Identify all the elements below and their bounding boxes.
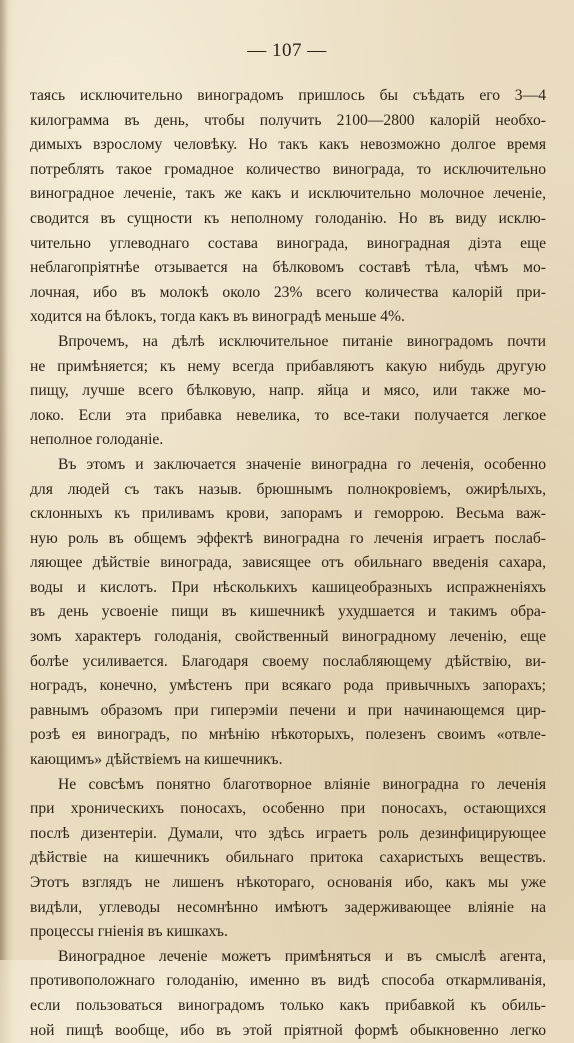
text-line: неполное голоданіе. (30, 431, 164, 449)
text-line: ходится на бѣлокъ, тогда какъ въ виноградѣ меньше 4%. (30, 308, 405, 326)
text-line: лочная, ибо въ молокѣ около 23% всего количества калорій при- (30, 283, 546, 301)
text-line: процессы гніенія въ кишкахъ. (30, 923, 228, 941)
text-line: дѣйствіе на кишечникъ обильнаго притока сахаристыхъ веществъ. (30, 849, 546, 867)
text-line: Этотъ взглядъ не лишенъ нѣкотораго, основанія ибо, какъ мы уже (30, 874, 546, 891)
text-line: ной пищѣ вообще, ибо въ этой пріятной формѣ обыкновенно легко (30, 1021, 546, 1039)
text-line: равнымъ образомъ при гиперэміи печени и при начинающемся цир- (30, 701, 546, 719)
text-line: ноградъ, конечно, умѣстенъ при всякаго рода привычныхъ запорахъ; (30, 677, 546, 695)
text-line: пищу, лучше всего бѣлковую, напр. яйца и мясо, или также мо- (30, 382, 546, 400)
page-edge-shadow (0, 0, 8, 960)
text-line: для людей съ такъ назыв. брюшнымъ полнокровіемъ, ожирѣлыхъ, (30, 480, 546, 498)
text-line: неблагопріятнѣе отзывается на бѣлковомъ составѣ тѣла, чѣмъ мо- (30, 259, 546, 277)
text-line: розѣ ея виноградъ, по мнѣнію нѣкоторыхъ, полезенъ своимъ «отвле- (30, 726, 546, 744)
text-line: Виноградное леченіе можетъ примѣняться и въ смыслѣ агента, (58, 947, 546, 965)
text-line: чительно углеводнаго состава винограда, виноградная діэта еще (30, 234, 546, 252)
paragraph-3 (30, 453, 546, 773)
text-line: противоположнаго голоданію, именно въ видѣ способа откармливанія, (30, 972, 546, 990)
text-line: локо. Если эта прибавка невелика, то все-таки получается легкое (30, 406, 546, 424)
text-line: кающимъ» дѣйствіемъ на кишечникъ. (30, 751, 283, 769)
text-line: воды и кислотъ. При нѣсколькихъ кашицеобразныхъ испражненіяхъ (30, 578, 546, 596)
text-line: димыхъ взрослому человѣку. Но такъ какъ невозможно долгое время (30, 136, 546, 154)
text-line: сводится въ сущности къ неполному голоданію. Но въ виду исклю- (30, 209, 546, 227)
text-line: зомъ характеръ голоданія, свойственный виноградному леченію, еще (30, 628, 546, 646)
text-line: килограмма въ день, чтобы получить 2100—2800 калорій необхо- (30, 111, 546, 129)
text-line: при хроническихъ поносахъ, особенно при поносахъ, остающихся (30, 800, 546, 818)
text-line: въ день усвоеніе пищи въ кишечникѣ ухудшается и такимъ обра- (30, 603, 546, 621)
text-line: Не совсѣмъ понятно благотворное вліяніе виноградна го леченія (58, 775, 546, 793)
page-number: — 107 — (247, 40, 327, 61)
paragraph-4 (30, 773, 546, 945)
text-line: таясь исключительно виноградомъ пришлось бы съѣдать его 3—4 (30, 87, 546, 104)
text-line: Впрочемъ, на дѣлѣ исключительное питаніе виноградомъ почти (58, 332, 546, 350)
text-line: болѣе усиливается. Благодаря своему послабляющему дѣйствію, ви- (30, 652, 546, 670)
text-line: не примѣняется; къ нему всегда прибавляютъ какую нибудь другую (30, 357, 546, 375)
text-line: видѣли, углеводы несомнѣнно имѣютъ задерживающее вліяніе на (30, 898, 546, 916)
page-body (30, 84, 546, 1043)
text-line: склонныхъ къ приливамъ крови, запорамъ и геморрою. Весьма важ- (30, 505, 546, 523)
text-line: Въ этомъ и заключается значеніе виноградна го леченія, особенно (58, 455, 546, 473)
paragraph-1 (30, 84, 546, 330)
text-line: послѣ дизентеріи. Думали, что здѣсь играетъ роль дезинфицирующее (30, 824, 546, 842)
text-line: ную роль въ общемъ эффектѣ виноградна го леченія играетъ послаб- (30, 529, 546, 547)
text-line: потреблять такое громадное количество винограда, то исключительно (30, 160, 546, 178)
text-line: если пользоваться виноградомъ только какъ прибавкой къ обиль- (30, 996, 546, 1014)
text-line: виноградное леченіе, такъ же какъ и исключительно молочное леченіе, (30, 185, 546, 203)
paragraph-2 (30, 330, 546, 453)
text-line: ляющее дѣйствіе винограда, зависящее отъ обильнаго введенія сахара, (30, 554, 546, 572)
